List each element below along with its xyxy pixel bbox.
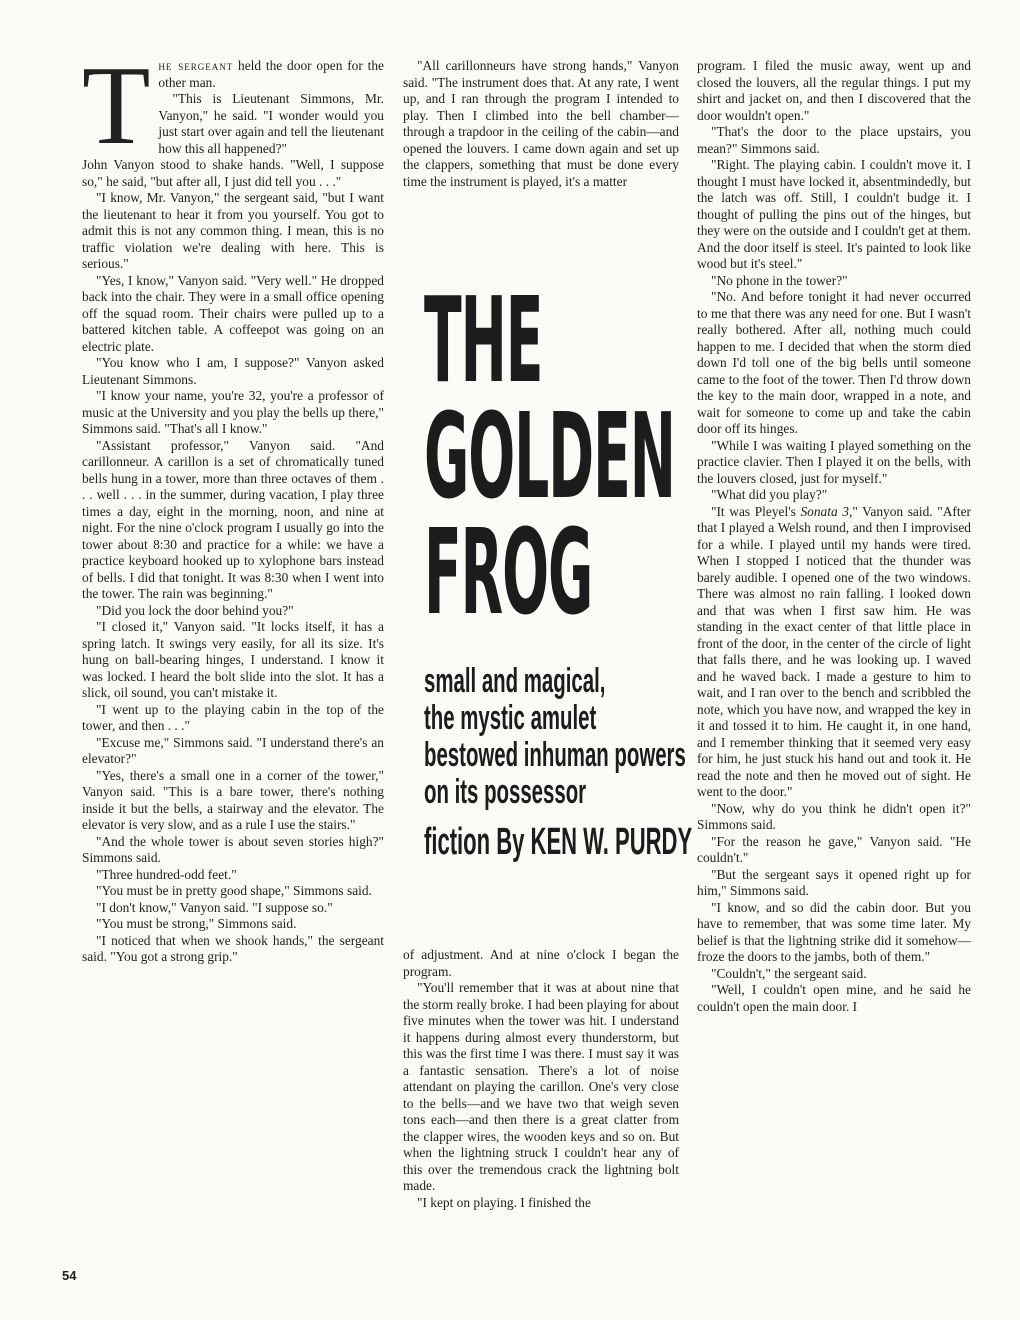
work-title: Sonata 3: [800, 503, 849, 519]
subtitle-line: the mystic amulet: [424, 699, 597, 737]
paragraph: "Couldn't," the sergeant said.: [711, 965, 867, 981]
paragraph: "For the reason he gave," Vanyon said. "He couldn't.": [697, 833, 971, 865]
title-line-3: FROG: [424, 503, 593, 641]
paragraph: "Right. The playing cabin. I couldn't move it. I thought I must have locked it, absentmindedly, but the latch was off. Still, I couldn't budge it. I thought of pulling the pins out of the hinges, but they were on the outside and I couldn't get at them. And the door itself is steel. It's painted to look like wood but it's steel.": [697, 157, 971, 271]
paragraph: "You must be in pretty good shape," Simmons said.: [96, 883, 372, 898]
paragraph: "But the sergeant says it opened right up for him," Simmons said.: [697, 866, 971, 898]
paragraph: "No phone in the tower?": [711, 272, 848, 288]
page-number: 54: [62, 1268, 77, 1283]
byline: fiction By KEN W. PURDY: [424, 821, 693, 863]
lead-in: he sergeant: [158, 58, 234, 73]
paragraph: "I kept on playing. I finished the: [417, 1194, 591, 1210]
paragraph-text: held the door open for the other man.: [158, 58, 384, 90]
title-line-2: GOLDEN: [424, 387, 675, 525]
paragraph: "No. And before tonight it had never occurred to me that there was any need for one. But I wasn't really bothered. After all, nothing much could happen to me. I decided that when the storm died down I'd toll one of the big bells until someone came to the foot of the tower. Then I'd throw down the key to the main door, wrapped in a note, and wait for someone to come up and take the cabin door off its hinges.: [697, 289, 971, 436]
paragraph: "I went up to the playing cabin in the top of the tower, and then . . .": [82, 701, 384, 733]
article-column-3: [697, 58, 971, 1015]
paragraph: "I closed it," Vanyon said. "It locks itself, it has a spring latch. It swings very easily, for all its size. It's hung on ball-bearing hinges, I understand. I know it was locked. I heard the bolt slide into the slot. It has a slick, oil sound, you can't mistake it.: [82, 619, 384, 700]
paragraph: "Yes, there's a small one in a corner of the tower," Vanyon said. "This is a bare tower, there's nothing inside it but the bells, a stairway and the elevator. The elevator is very slow, and as a rule I use the stairs.": [82, 767, 384, 832]
article-column-2-top: [403, 58, 679, 190]
paragraph: "I know your name, you're 32, you're a professor of music at the University and you play the bells up there," Simmons said. "That's all I know.": [82, 388, 384, 436]
paragraph: "I know, Mr. Vanyon," the sergeant said, "but I want the lieutenant to hear it from you yourself. You got to admit this is not any common thing. I mean, this is no traffic violation we're dealing with here. This is serious.": [82, 190, 384, 271]
article-column-1: [82, 44, 384, 966]
paragraph: "All carillonneurs have strong hands," Vanyon said. "The instrument does that. At any rate, I went up, and I ran through the program I intended to play. Then I climbed into the bell chamber—through a trapdoor in the ceiling of the cabin—and opened the louvers. I came down again and set up the clappers, something that must be done every time the instrument is played, it's a matter: [403, 58, 679, 189]
paragraph: of adjustment. And at nine o'clock I began the program.: [403, 947, 679, 979]
story-title: [424, 271, 684, 641]
paragraph: "That's the door to the place upstairs, you mean?" Simmons said.: [697, 124, 971, 156]
paragraph: "Assistant professor," Vanyon said. "And carillonneur. A carillon is a set of chromatically tuned bells hung in a tower, more than three octaves of them . . . well . . . in the summer, during vacation, I play three times a day, eight in the morning, noon, and nine at night. For the nine o'clock program I usually go into the tower about 8:30 and practice for a while: we have a practice keyboard hooked up to xylophone bars instead of bells. I did that tonight. It was 8:30 when I went into the tower. The rain was beginning.": [82, 437, 384, 601]
subtitle-line: small and magical,: [424, 662, 606, 700]
paragraph: "Three hundred-odd feet.": [96, 866, 237, 882]
subtitle-line: on its possessor: [424, 773, 587, 811]
article-column-2-bottom: [403, 947, 679, 1211]
paragraph: "This is Lieutenant Simmons, Mr. Vanyon," he said. "I wonder would you just start over again and tell the lieutenant how this all happened?": [158, 91, 384, 156]
paragraph: "Did you lock the door behind you?": [96, 602, 294, 618]
paragraph: "Now, why do you think he didn't open it?" Simmons said.: [697, 800, 971, 832]
paragraph-text: "It was Pleyel's: [711, 503, 801, 519]
paragraph: "Yes, I know," Vanyon said. "Very well." He dropped back into the chair. They were in a small office opening off the squad room. Their chairs were pulled up to a battered kitchen table. A coffeepot was going on an electric plate.: [82, 272, 384, 354]
paragraph: "You must be strong," Simmons said.: [96, 916, 297, 931]
paragraph: "Well, I couldn't open mine, and he said he couldn't open the main door. I: [697, 982, 971, 1014]
paragraph-text: ," Vanyon said. "After that I played a Welsh round, and then I improvised for a while. I played until my hands were tired. When I stopped I noticed that the thunder was barely audible. I opened one of the two windows. There was almost no rain falling. I looked down and that was when I first saw him. He was standing in the exact center of that little place in front of the door, in the center of the circle of light that falls there, and he was looking up. I waved and he waved back. I made a gesture to him to wait, and I ran over to the bench and scribbled the note, which you have now, and wrapped the key in it and tossed it to him. He caught it, in one hand, and I remember thinking that it seemed very easy for him, he just stuck his hand out and took it. He read the note and then he moved out of sight. He went to the door.": [697, 503, 971, 799]
paragraph: "I noticed that when we shook hands," the sergeant said. "You got a strong grip.": [82, 932, 384, 964]
paragraph: program. I filed the music away, went up and closed the louvers, all the regular things. I put my shirt and jacket on, and then I discovered that the door wouldn't open.": [697, 58, 971, 123]
paragraph: "What did you play?": [711, 487, 828, 502]
paragraph: "While I was waiting I played something on the practice clavier. Then I played it on the bells, with the louvers closed, just for myself.": [697, 437, 971, 486]
paragraph: "I know, and so did the cabin door. But you have to remember, that was some time later. My belief is that the lightning strike did it somehow—froze the doors to the jambs, both of them.": [697, 899, 971, 964]
story-subtitle: [424, 663, 684, 811]
paragraph: "And the whole tower is about seven stories high?" Simmons said.: [82, 833, 384, 865]
drop-cap: T: [82, 44, 151, 168]
paragraph: "Excuse me," Simmons said. "I understand there's an elevator?": [82, 734, 384, 766]
subtitle-line: bestowed inhuman powers: [424, 736, 686, 774]
paragraph: John Vanyon stood to shake hands. "Well, I suppose so," he said, "but after all, I just did tell you . . .": [82, 157, 384, 189]
paragraph: [697, 504, 971, 801]
paragraph: "I don't know," Vanyon said. "I suppose so.": [96, 899, 333, 915]
paragraph: "You know who I am, I suppose?" Vanyon asked Lieutenant Simmons.: [82, 355, 384, 387]
title-line-1: THE: [424, 271, 543, 409]
paragraph: "You'll remember that it was at about nine that the storm really broke. I had been playing for about five minutes when the tower was hit. I understand it happens during almost every thunderstorm, but this was the first time I was there. I must say it was a fantastic sensation. There's a lot of noise attendant on playing the carillon. One's very close to the bells—and we have two that weigh seven tons each—and then there is a great clatter from the clapper wires, the wooden keys and so on. But when the lightning struck I couldn't hear any of this over the tremendous crack the lightning bolt made.: [403, 980, 679, 1193]
